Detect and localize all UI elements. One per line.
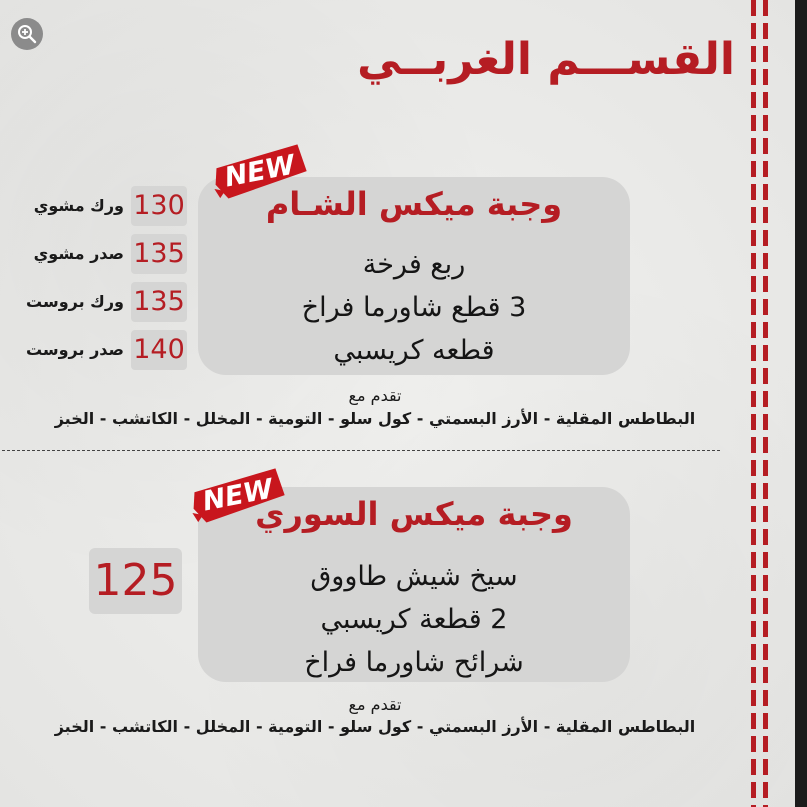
price-value: 130	[131, 186, 187, 226]
price-value: 135	[131, 234, 187, 274]
meal-items	[198, 555, 630, 684]
served-with-label: تقدم مع	[348, 386, 402, 405]
meal-card-sham	[198, 177, 630, 375]
meal-price: 125	[89, 548, 182, 614]
meal-item: 3 قطع شاورما فراخ	[301, 292, 527, 323]
price-row	[0, 186, 192, 226]
price-row	[0, 330, 192, 370]
meal-card-souri	[198, 487, 630, 682]
section-divider	[2, 450, 720, 451]
served-with-label: تقدم مع	[348, 695, 402, 714]
meal-title: وجبة ميكس الشـام	[265, 185, 563, 223]
meal-items	[198, 243, 630, 372]
page-edge	[795, 0, 807, 807]
price-row	[0, 234, 192, 274]
zoom-in-icon[interactable]	[11, 18, 43, 50]
border-stripe	[751, 0, 756, 807]
meal-item: قطعه كريسبي	[333, 335, 495, 366]
price-label: صدر بروست	[25, 340, 124, 359]
price-value: 140	[131, 330, 187, 370]
price-label: ورك بروست	[26, 292, 124, 311]
side-dishes: البطاطس المقلية - الأرز البسمتي - كول سلو - التومية - المخلل - الكاتشب - الخبز	[54, 409, 696, 428]
meal-item: سيخ شيش طاووق	[310, 561, 518, 592]
price-label: صدر مشوي	[33, 244, 124, 263]
side-dishes: البطاطس المقلية - الأرز البسمتي - كول سلو - التومية - المخلل - الكاتشب - الخبز	[54, 717, 696, 736]
new-badge: NEW	[187, 465, 290, 527]
new-badge: NEW	[209, 141, 312, 203]
price-label: ورك مشوي	[33, 196, 124, 215]
meal-item: ربع فرخة	[362, 249, 466, 280]
border-stripe	[763, 0, 768, 807]
meal-item: شرائح شاورما فراخ	[304, 647, 524, 678]
meal-title: وجبة ميكس السوري	[255, 495, 573, 533]
price-row	[0, 282, 192, 322]
meal-item: 2 قطعة كريسبي	[320, 604, 508, 635]
section-title: القســـم الغربــي	[357, 34, 735, 85]
price-value: 135	[131, 282, 187, 322]
